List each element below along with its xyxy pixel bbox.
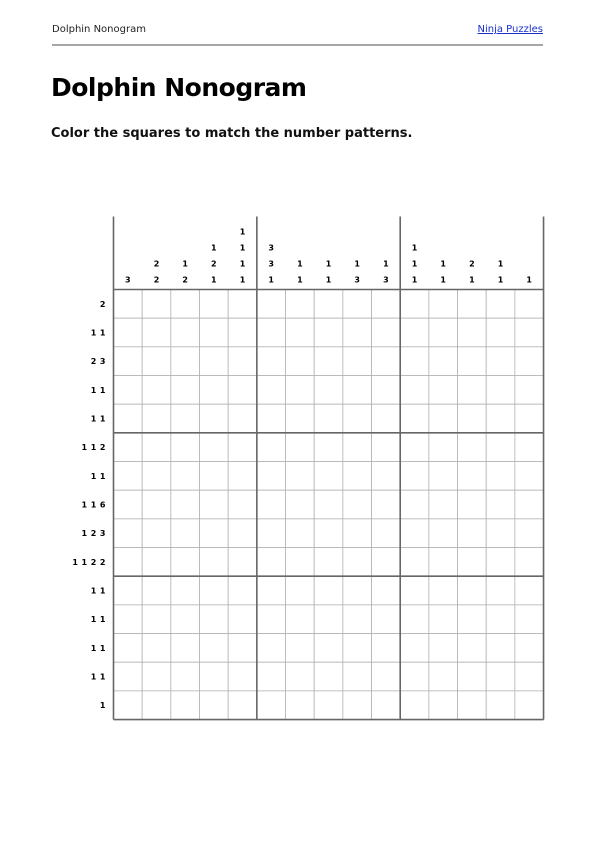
grid-cell[interactable]: [343, 318, 372, 347]
grid-cell[interactable]: [343, 490, 372, 519]
grid-cell[interactable]: [515, 691, 544, 720]
row-clue: 1: [99, 586, 106, 596]
grid-cell[interactable]: [429, 404, 458, 433]
grid-cell[interactable]: [486, 605, 515, 634]
grid-cell[interactable]: [114, 462, 143, 491]
row-clue: 1: [90, 414, 97, 424]
grid-cell[interactable]: [314, 548, 343, 577]
grid-cell[interactable]: [486, 634, 515, 663]
grid-cell[interactable]: [314, 490, 343, 519]
grid-cell[interactable]: [429, 662, 458, 691]
column-clue: 2: [211, 259, 217, 269]
grid-cell[interactable]: [458, 662, 487, 691]
grid-cell[interactable]: [228, 576, 257, 605]
grid-cell[interactable]: [343, 347, 372, 376]
column-clue: 3: [354, 275, 360, 285]
grid-cell[interactable]: [314, 462, 343, 491]
grid-cell[interactable]: [257, 634, 286, 663]
grid-cell[interactable]: [171, 290, 200, 319]
grid-cell[interactable]: [171, 662, 200, 691]
grid-cell[interactable]: [314, 290, 343, 319]
grid-cell[interactable]: [400, 691, 429, 720]
grid-cell[interactable]: [458, 318, 487, 347]
column-clue: 1: [411, 275, 418, 285]
grid-cell[interactable]: [314, 605, 343, 634]
grid-cell[interactable]: [343, 519, 372, 548]
row-clue: 1: [90, 672, 97, 682]
grid-cell[interactable]: [458, 404, 487, 433]
row-clue: 1: [90, 643, 97, 653]
row-clue: 1: [90, 586, 97, 596]
row-clue: 1: [90, 328, 97, 338]
column-clue: 1: [325, 259, 332, 269]
grid-cell[interactable]: [142, 548, 171, 577]
grid-cell[interactable]: [142, 662, 171, 691]
grid-cell[interactable]: [458, 548, 487, 577]
grid-cell[interactable]: [228, 634, 257, 663]
grid-cell[interactable]: [171, 576, 200, 605]
column-clue: 1: [182, 259, 188, 269]
row-clue: 3: [99, 357, 106, 367]
grid-cell[interactable]: [171, 347, 200, 376]
grid-cell[interactable]: [314, 404, 343, 433]
row-clue: 2: [90, 357, 97, 367]
grid-cell[interactable]: [372, 576, 401, 605]
grid-cell[interactable]: [372, 376, 401, 405]
grid-cell[interactable]: [228, 318, 257, 347]
grid-cell[interactable]: [372, 634, 401, 663]
grid-cell[interactable]: [343, 634, 372, 663]
grid-cell[interactable]: [257, 576, 286, 605]
grid-cell[interactable]: [429, 347, 458, 376]
grid-cell[interactable]: [372, 605, 401, 634]
row-clue: 1: [99, 385, 106, 395]
grid-cell[interactable]: [343, 376, 372, 405]
column-clue: 1: [411, 243, 418, 253]
grid-cell[interactable]: [257, 490, 286, 519]
grid-cell[interactable]: [400, 519, 429, 548]
grid-cell[interactable]: [228, 490, 257, 519]
grid-cell[interactable]: [486, 662, 515, 691]
grid-cell[interactable]: [200, 433, 229, 462]
column-clue: 1: [440, 275, 446, 285]
row-clue: 2: [99, 443, 106, 453]
grid-cell[interactable]: [486, 519, 515, 548]
grid-cell[interactable]: [114, 433, 143, 462]
grid-cell[interactable]: [314, 347, 343, 376]
column-clue: 3: [383, 275, 389, 285]
grid-cell[interactable]: [458, 605, 487, 634]
grid-cell[interactable]: [400, 376, 429, 405]
grid-cell[interactable]: [114, 691, 143, 720]
grid-cell[interactable]: [429, 433, 458, 462]
grid-cell[interactable]: [343, 605, 372, 634]
grid-cell[interactable]: [372, 691, 401, 720]
grid-cell[interactable]: [114, 490, 143, 519]
grid-cell[interactable]: [257, 691, 286, 720]
grid-cell[interactable]: [257, 662, 286, 691]
row-clue: 6: [99, 500, 106, 510]
column-clue: 3: [268, 243, 274, 253]
grid-cell[interactable]: [372, 548, 401, 577]
grid-cell[interactable]: [257, 404, 286, 433]
grid-cell[interactable]: [142, 490, 171, 519]
grid-cell[interactable]: [515, 290, 544, 319]
grid-cell[interactable]: [286, 662, 315, 691]
row-clue: 1: [81, 443, 88, 453]
grid-cell[interactable]: [400, 576, 429, 605]
grid-cell[interactable]: [257, 548, 286, 577]
grid-cell[interactable]: [257, 347, 286, 376]
grid-cell[interactable]: [314, 376, 343, 405]
grid-cell[interactable]: [114, 347, 143, 376]
grid-cell[interactable]: [228, 404, 257, 433]
grid-cell[interactable]: [515, 404, 544, 433]
grid-cell[interactable]: [515, 347, 544, 376]
grid-cell[interactable]: [429, 605, 458, 634]
grid-cell[interactable]: [314, 691, 343, 720]
grid-cell[interactable]: [429, 634, 458, 663]
column-clue: 3: [268, 259, 274, 269]
grid-cell[interactable]: [228, 347, 257, 376]
grid-cell[interactable]: [171, 691, 200, 720]
column-clue: 1: [440, 259, 446, 269]
grid-cell[interactable]: [257, 462, 286, 491]
grid-cell[interactable]: [142, 462, 171, 491]
grid-cell[interactable]: [343, 576, 372, 605]
column-clue: 3: [125, 275, 131, 285]
grid-cell[interactable]: [171, 433, 200, 462]
row-clue: 1: [99, 414, 106, 424]
grid-cell[interactable]: [314, 433, 343, 462]
grid-cell[interactable]: [200, 548, 229, 577]
grid-cell[interactable]: [114, 376, 143, 405]
grid-cell[interactable]: [486, 490, 515, 519]
grid-cell[interactable]: [400, 433, 429, 462]
grid-cell[interactable]: [286, 691, 315, 720]
grid-cell[interactable]: [458, 376, 487, 405]
row-clue: 1: [90, 471, 97, 481]
grid-cell[interactable]: [372, 318, 401, 347]
grid-cell[interactable]: [171, 634, 200, 663]
grid-cell[interactable]: [286, 490, 315, 519]
grid-cell[interactable]: [200, 347, 229, 376]
grid-cell[interactable]: [114, 576, 143, 605]
grid-cell[interactable]: [458, 634, 487, 663]
grid-cell[interactable]: [372, 662, 401, 691]
grid-cell[interactable]: [515, 605, 544, 634]
row-clue: 1: [99, 701, 106, 711]
grid-cell[interactable]: [142, 376, 171, 405]
column-clue: 2: [153, 259, 160, 269]
grid-cell[interactable]: [200, 290, 229, 319]
grid-cell[interactable]: [257, 433, 286, 462]
grid-cell[interactable]: [228, 290, 257, 319]
grid-cell[interactable]: [486, 462, 515, 491]
ninja-puzzles-link[interactable]: Ninja Puzzles: [477, 24, 543, 35]
grid-cell[interactable]: [400, 662, 429, 691]
grid-cell[interactable]: [228, 605, 257, 634]
grid-cell[interactable]: [171, 462, 200, 491]
grid-cell[interactable]: [114, 605, 143, 634]
grid-cell[interactable]: [372, 404, 401, 433]
grid-cell[interactable]: [228, 662, 257, 691]
grid-cell[interactable]: [486, 318, 515, 347]
row-clue: 1: [99, 643, 106, 653]
column-clue: 1: [239, 227, 246, 237]
column-clue: 1: [239, 275, 246, 285]
grid-cell[interactable]: [372, 347, 401, 376]
instructions-text: Color the squares to match the number patterns.: [51, 126, 413, 141]
grid-cell[interactable]: [515, 318, 544, 347]
column-clue: 1: [497, 259, 504, 269]
grid-cell[interactable]: [458, 462, 487, 491]
grid-cell[interactable]: [458, 490, 487, 519]
grid-cell[interactable]: [171, 376, 200, 405]
grid-cell[interactable]: [486, 433, 515, 462]
grid-cell[interactable]: [142, 404, 171, 433]
grid-cell[interactable]: [228, 548, 257, 577]
grid-cell[interactable]: [171, 519, 200, 548]
grid-cell[interactable]: [142, 605, 171, 634]
grid-cell[interactable]: [429, 519, 458, 548]
grid-cell[interactable]: [515, 548, 544, 577]
grid-cell[interactable]: [486, 548, 515, 577]
row-clue: 1: [72, 557, 78, 567]
grid-cell[interactable]: [228, 519, 257, 548]
grid-cell[interactable]: [286, 318, 315, 347]
grid-cell[interactable]: [114, 548, 143, 577]
grid-cell[interactable]: [343, 462, 372, 491]
grid-cell[interactable]: [200, 519, 229, 548]
grid-cell[interactable]: [429, 548, 458, 577]
grid-cell[interactable]: [142, 634, 171, 663]
column-clue: 1: [383, 259, 389, 269]
grid-cell[interactable]: [400, 404, 429, 433]
grid-cell[interactable]: [286, 462, 315, 491]
header-title: Dolphin Nonogram: [52, 24, 146, 35]
grid-cell[interactable]: [171, 318, 200, 347]
grid-cell[interactable]: [400, 462, 429, 491]
grid-cell[interactable]: [286, 605, 315, 634]
grid-cell[interactable]: [200, 576, 229, 605]
grid-cell[interactable]: [171, 404, 200, 433]
column-clue: 1: [239, 259, 246, 269]
grid-cell[interactable]: [228, 691, 257, 720]
row-clue: 1: [90, 500, 97, 510]
row-clue: 2: [90, 529, 97, 539]
grid-cell[interactable]: [142, 519, 171, 548]
grid-cell[interactable]: [200, 605, 229, 634]
grid-cell[interactable]: [114, 404, 143, 433]
grid-cell[interactable]: [228, 433, 257, 462]
row-clue: 1: [90, 615, 97, 625]
grid-cell[interactable]: [400, 490, 429, 519]
grid-cell[interactable]: [257, 318, 286, 347]
column-clue: 2: [153, 275, 160, 285]
grid-cell[interactable]: [200, 691, 229, 720]
grid-cell[interactable]: [515, 576, 544, 605]
column-clue: 1: [411, 259, 418, 269]
grid-cell[interactable]: [314, 519, 343, 548]
grid-cell[interactable]: [142, 318, 171, 347]
row-clue: 2: [99, 557, 106, 567]
grid-cell[interactable]: [257, 519, 286, 548]
grid-cell[interactable]: [400, 548, 429, 577]
column-clue: 1: [354, 259, 360, 269]
grid-cell[interactable]: [114, 290, 143, 319]
grid-cell[interactable]: [314, 318, 343, 347]
grid-cell[interactable]: [200, 490, 229, 519]
grid-cell[interactable]: [429, 691, 458, 720]
grid-cell[interactable]: [515, 462, 544, 491]
grid-cell[interactable]: [429, 290, 458, 319]
row-clue: 3: [99, 529, 106, 539]
row-clue: 1: [90, 385, 97, 395]
grid-cell[interactable]: [400, 634, 429, 663]
grid-cell[interactable]: [515, 634, 544, 663]
grid-cell[interactable]: [200, 662, 229, 691]
grid-cell[interactable]: [286, 404, 315, 433]
grid-cell[interactable]: [429, 376, 458, 405]
grid-cell[interactable]: [114, 634, 143, 663]
grid-cell[interactable]: [200, 318, 229, 347]
grid-cell[interactable]: [114, 519, 143, 548]
grid-cell[interactable]: [429, 462, 458, 491]
grid-cell[interactable]: [286, 519, 315, 548]
grid-cell[interactable]: [486, 376, 515, 405]
grid-cell[interactable]: [400, 605, 429, 634]
grid-cell[interactable]: [458, 433, 487, 462]
grid-cell[interactable]: [314, 634, 343, 663]
column-clue: 1: [211, 243, 217, 253]
grid-cell[interactable]: [458, 347, 487, 376]
grid-cell[interactable]: [286, 576, 315, 605]
grid-cell[interactable]: [486, 404, 515, 433]
column-clue: 1: [325, 275, 332, 285]
column-clue: 1: [497, 275, 504, 285]
grid-cell[interactable]: [486, 576, 515, 605]
row-clue: 2: [90, 557, 97, 567]
grid-cell[interactable]: [486, 347, 515, 376]
grid-cell[interactable]: [515, 433, 544, 462]
grid-cell[interactable]: [400, 347, 429, 376]
row-clue: 2: [99, 299, 106, 309]
grid-cell[interactable]: [171, 490, 200, 519]
grid-cell[interactable]: [458, 576, 487, 605]
row-clue: 1: [81, 529, 88, 539]
grid-cell[interactable]: [286, 634, 315, 663]
grid-cell[interactable]: [429, 576, 458, 605]
grid-cell[interactable]: [114, 318, 143, 347]
column-clue: 1: [211, 275, 217, 285]
grid-cell[interactable]: [257, 605, 286, 634]
column-clue: 1: [268, 275, 274, 285]
grid-cell[interactable]: [400, 318, 429, 347]
grid-cell[interactable]: [515, 490, 544, 519]
grid-cell[interactable]: [142, 290, 171, 319]
grid-cell[interactable]: [515, 376, 544, 405]
grid-cell[interactable]: [200, 462, 229, 491]
grid-cell[interactable]: [114, 662, 143, 691]
grid-cell[interactable]: [142, 433, 171, 462]
grid-cell[interactable]: [343, 290, 372, 319]
grid-cell[interactable]: [429, 490, 458, 519]
column-clue: 1: [297, 259, 303, 269]
grid-cell[interactable]: [515, 519, 544, 548]
grid-cell[interactable]: [142, 576, 171, 605]
grid-cell[interactable]: [286, 433, 315, 462]
column-clue: 2: [182, 275, 188, 285]
page-title: Dolphin Nonogram: [51, 73, 307, 102]
row-clue: 1: [81, 557, 88, 567]
grid-cell[interactable]: [429, 318, 458, 347]
grid-cell[interactable]: [343, 404, 372, 433]
grid-cell[interactable]: [372, 433, 401, 462]
row-clue: 1: [99, 328, 106, 338]
grid-cell[interactable]: [343, 662, 372, 691]
row-clue: 1: [99, 615, 106, 625]
grid-cell[interactable]: [142, 347, 171, 376]
grid-cell[interactable]: [314, 576, 343, 605]
grid-cell[interactable]: [400, 290, 429, 319]
grid-cell[interactable]: [200, 404, 229, 433]
row-clue: 1: [99, 471, 106, 481]
grid-cell[interactable]: [372, 462, 401, 491]
row-clue: 1: [99, 672, 106, 682]
row-clue: 1: [81, 500, 88, 510]
column-clue: 1: [297, 275, 303, 285]
grid-cell[interactable]: [372, 290, 401, 319]
grid-cell[interactable]: [343, 433, 372, 462]
grid-cell[interactable]: [142, 691, 171, 720]
row-clue: 1: [90, 443, 97, 453]
grid-cell[interactable]: [286, 548, 315, 577]
grid-cell[interactable]: [286, 347, 315, 376]
grid-cell[interactable]: [171, 605, 200, 634]
grid-cell[interactable]: [286, 290, 315, 319]
grid-cell[interactable]: [458, 691, 487, 720]
grid-cell[interactable]: [200, 634, 229, 663]
grid-cell[interactable]: [486, 691, 515, 720]
column-clue: 1: [239, 243, 246, 253]
grid-cell[interactable]: [200, 376, 229, 405]
column-clue: 1: [526, 275, 533, 285]
grid-cell[interactable]: [458, 519, 487, 548]
grid-cell[interactable]: [228, 376, 257, 405]
grid-cell[interactable]: [372, 519, 401, 548]
grid-cell[interactable]: [257, 376, 286, 405]
grid-cell[interactable]: [515, 662, 544, 691]
grid-cell[interactable]: [286, 376, 315, 405]
grid-cell[interactable]: [171, 548, 200, 577]
grid-cell[interactable]: [486, 290, 515, 319]
grid-cell[interactable]: [343, 548, 372, 577]
grid-cell[interactable]: [228, 462, 257, 491]
column-clue: 2: [469, 259, 475, 269]
grid-cell[interactable]: [257, 290, 286, 319]
column-clue: 1: [469, 275, 475, 285]
grid-cell[interactable]: [343, 691, 372, 720]
grid-cell[interactable]: [372, 490, 401, 519]
grid-cell[interactable]: [314, 662, 343, 691]
grid-cell[interactable]: [458, 290, 487, 319]
